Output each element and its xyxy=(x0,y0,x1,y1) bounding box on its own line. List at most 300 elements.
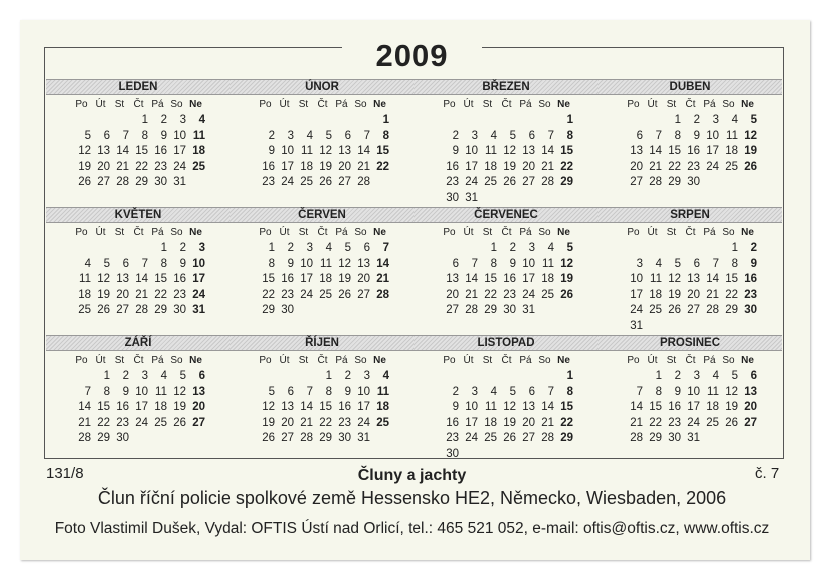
day-cell: 14 xyxy=(78,401,91,414)
month-block xyxy=(598,207,782,335)
day-cell: 13 xyxy=(522,145,535,158)
month-name: KVĚTEN xyxy=(46,207,230,223)
day-cell: 24 xyxy=(706,160,719,173)
day-cell: 6 xyxy=(344,129,351,142)
week-row xyxy=(440,190,573,206)
day-cell: 1 xyxy=(382,114,389,127)
day-cell: 30 xyxy=(281,304,294,317)
day-cell xyxy=(700,175,719,191)
week-row xyxy=(624,287,757,303)
day-cell: 7 xyxy=(306,385,313,398)
day-cell: 8 xyxy=(674,129,681,142)
week-row xyxy=(440,113,573,129)
weekday-label: So xyxy=(354,227,367,239)
month-name: DUBEN xyxy=(598,79,782,95)
day-cell: 16 xyxy=(154,145,167,158)
day-cell: 14 xyxy=(465,273,478,286)
day-cell: 30 xyxy=(503,304,516,317)
day-cell: 28 xyxy=(465,304,478,317)
day-cell: 6 xyxy=(103,129,110,142)
weekday-label: Čt xyxy=(317,227,328,239)
week-row xyxy=(624,175,757,191)
day-cell: 25 xyxy=(319,288,332,301)
day-cell: 24 xyxy=(522,288,535,301)
weekday-label: So xyxy=(354,99,367,111)
day-cell: 3 xyxy=(306,242,313,255)
day-cell: 25 xyxy=(541,288,554,301)
month-grid xyxy=(46,79,782,463)
day-cell xyxy=(624,113,643,129)
day-cell: 29 xyxy=(484,304,497,317)
day-cell: 17 xyxy=(135,401,148,414)
day-cell: 25 xyxy=(706,416,719,429)
day-cell: 13 xyxy=(192,385,205,398)
day-cell: 5 xyxy=(325,129,332,142)
day-cell: 24 xyxy=(281,176,294,189)
day-cell: 9 xyxy=(287,257,294,270)
weekday-label: Ne xyxy=(741,99,754,111)
day-cell: 19 xyxy=(503,416,516,429)
day-cell: 22 xyxy=(668,160,681,173)
day-cell xyxy=(72,113,91,129)
day-cell: 22 xyxy=(376,160,389,173)
day-cell: 17 xyxy=(630,288,643,301)
day-cell: 3 xyxy=(179,114,186,127)
day-cell: 1 xyxy=(325,370,332,383)
day-cell: 16 xyxy=(503,273,516,286)
day-cell: 15 xyxy=(484,273,497,286)
day-cell: 2 xyxy=(268,129,275,142)
day-cell: 4 xyxy=(84,257,91,270)
weekday-label: Po xyxy=(627,355,640,367)
day-cell: 10 xyxy=(281,145,294,158)
weekday-label: Pá xyxy=(703,355,716,367)
day-cell: 16 xyxy=(446,416,459,429)
day-cell: 3 xyxy=(471,385,478,398)
day-cell: 26 xyxy=(560,288,573,301)
day-cell: 14 xyxy=(649,145,662,158)
day-cell: 29 xyxy=(135,176,148,189)
month-name: LISTOPAD xyxy=(414,335,598,351)
day-cell: 9 xyxy=(179,257,186,270)
day-cell: 27 xyxy=(522,432,535,445)
day-cell: 19 xyxy=(560,273,573,286)
day-cell xyxy=(554,190,573,206)
day-cell xyxy=(72,369,91,385)
day-cell: 14 xyxy=(135,273,148,286)
day-cell: 15 xyxy=(135,145,148,158)
weekday-label: St xyxy=(114,99,125,111)
day-cell: 13 xyxy=(116,273,129,286)
weekday-label: Pá xyxy=(703,99,716,111)
month-name: ÚNOR xyxy=(230,79,414,95)
weekday-label: Út xyxy=(463,227,474,239)
day-cell: 19 xyxy=(744,145,757,158)
day-cell xyxy=(535,369,554,385)
day-cell: 24 xyxy=(300,288,313,301)
day-cell: 24 xyxy=(135,416,148,429)
day-cell xyxy=(332,113,351,129)
month-name: ZÁŘÍ xyxy=(46,335,230,351)
day-cell: 6 xyxy=(750,370,757,383)
day-cell xyxy=(275,113,294,129)
day-cell xyxy=(256,369,275,385)
day-cell: 25 xyxy=(154,416,167,429)
day-cell: 14 xyxy=(357,145,370,158)
day-cell: 4 xyxy=(490,129,497,142)
day-cell: 26 xyxy=(319,176,332,189)
month-block xyxy=(46,207,230,335)
day-cell: 20 xyxy=(687,288,700,301)
day-cell: 28 xyxy=(376,288,389,301)
week-row xyxy=(440,175,573,191)
day-cell: 26 xyxy=(173,416,186,429)
day-cell: 30 xyxy=(173,304,186,317)
day-cell: 10 xyxy=(687,385,700,398)
day-cell: 10 xyxy=(465,401,478,414)
day-cell: 18 xyxy=(78,288,91,301)
day-cell xyxy=(554,446,573,462)
weekday-label: Čt xyxy=(501,227,512,239)
day-cell: 4 xyxy=(325,242,332,255)
day-cell: 2 xyxy=(452,385,459,398)
month-block xyxy=(46,335,230,463)
day-cell: 15 xyxy=(560,401,573,414)
weekday-label: Pá xyxy=(519,99,532,111)
day-cell: 23 xyxy=(116,416,129,429)
week-row xyxy=(440,144,573,160)
day-cell xyxy=(351,303,370,319)
day-cell: 29 xyxy=(97,432,110,445)
day-cell xyxy=(148,431,167,447)
day-cell xyxy=(186,175,205,191)
day-cell: 4 xyxy=(731,114,738,127)
day-cell: 5 xyxy=(674,257,681,270)
weekday-label: Út xyxy=(95,355,106,367)
day-cell xyxy=(516,190,535,206)
day-cell: 27 xyxy=(116,304,129,317)
day-cell: 20 xyxy=(522,160,535,173)
day-cell: 15 xyxy=(376,145,389,158)
day-cell: 29 xyxy=(649,432,662,445)
day-cell: 10 xyxy=(135,385,148,398)
weekday-label: Út xyxy=(647,355,658,367)
day-cell xyxy=(256,113,275,129)
day-cell: 6 xyxy=(528,129,535,142)
day-cell xyxy=(167,431,186,447)
day-cell: 7 xyxy=(382,242,389,255)
week-row xyxy=(256,113,389,129)
day-cell: 11 xyxy=(726,129,738,142)
day-cell: 28 xyxy=(78,432,91,445)
day-cell: 22 xyxy=(560,416,573,429)
day-cell: 25 xyxy=(300,176,313,189)
day-cell xyxy=(370,303,389,319)
weekday-label: Út xyxy=(647,227,658,239)
day-cell: 23 xyxy=(503,288,516,301)
day-cell: 5 xyxy=(103,257,110,270)
weekday-label: So xyxy=(170,227,183,239)
month-block xyxy=(230,207,414,335)
week-row xyxy=(440,128,573,144)
week-row xyxy=(72,303,205,319)
day-cell: 2 xyxy=(674,370,681,383)
day-cell: 5 xyxy=(750,114,757,127)
weekday-label: Po xyxy=(259,227,272,239)
day-cell: 30 xyxy=(446,447,459,460)
day-cell: 4 xyxy=(382,370,389,383)
day-cell: 18 xyxy=(376,401,389,414)
weekday-label: So xyxy=(538,227,551,239)
week-row xyxy=(624,241,757,257)
day-cell: 29 xyxy=(319,432,332,445)
weekday-label: St xyxy=(666,99,677,111)
day-cell: 28 xyxy=(541,176,554,189)
day-cell: 22 xyxy=(725,288,738,301)
day-cell xyxy=(535,113,554,129)
day-cell: 6 xyxy=(287,385,294,398)
day-cell xyxy=(275,369,294,385)
day-cell: 28 xyxy=(300,432,313,445)
day-cell: 19 xyxy=(173,401,186,414)
day-cell: 2 xyxy=(452,129,459,142)
month-name: BŘEZEN xyxy=(414,79,598,95)
day-cell: 22 xyxy=(135,160,148,173)
day-cell xyxy=(535,190,554,206)
weekday-label: Ne xyxy=(741,227,754,239)
day-cell: 28 xyxy=(116,176,129,189)
day-cell: 26 xyxy=(725,416,738,429)
day-cell: 9 xyxy=(693,129,700,142)
week-row xyxy=(256,369,389,385)
day-cell: 26 xyxy=(503,432,516,445)
day-cell: 31 xyxy=(687,432,700,445)
week-row xyxy=(72,287,205,303)
day-cell: 8 xyxy=(382,129,389,142)
day-cell: 6 xyxy=(636,129,643,142)
day-cell: 21 xyxy=(541,160,554,173)
day-cell: 6 xyxy=(198,370,205,383)
day-cell: 8 xyxy=(566,385,573,398)
day-cell: 11 xyxy=(376,385,389,398)
day-cell: 12 xyxy=(319,145,332,158)
day-cell: 5 xyxy=(344,242,351,255)
day-cell: 3 xyxy=(528,242,535,255)
day-cell: 17 xyxy=(522,273,535,286)
day-cell: 9 xyxy=(452,145,459,158)
week-row xyxy=(624,318,757,334)
day-cell: 3 xyxy=(141,370,148,383)
day-cell: 14 xyxy=(376,257,389,270)
day-cell: 11 xyxy=(542,257,554,270)
day-cell: 29 xyxy=(560,176,573,189)
month-name: ČERVENEC xyxy=(414,207,598,223)
day-cell: 9 xyxy=(509,257,516,270)
day-cell xyxy=(478,446,497,462)
day-cell: 27 xyxy=(687,304,700,317)
month-block xyxy=(414,207,598,335)
day-cell: 12 xyxy=(97,273,110,286)
day-cell: 4 xyxy=(547,242,554,255)
month-name: ČERVEN xyxy=(230,207,414,223)
day-cell: 19 xyxy=(97,288,110,301)
day-cell: 20 xyxy=(192,401,205,414)
day-cell: 9 xyxy=(122,385,129,398)
day-cell: 12 xyxy=(78,145,91,158)
day-cell: 24 xyxy=(465,432,478,445)
day-cell: 13 xyxy=(281,401,294,414)
weekday-label: Po xyxy=(259,355,272,367)
day-cell xyxy=(370,175,389,191)
month-block xyxy=(46,79,230,207)
week-row xyxy=(72,113,205,129)
weekday-label: Pá xyxy=(703,227,716,239)
week-row xyxy=(72,384,205,400)
day-cell: 13 xyxy=(744,385,757,398)
day-cell: 12 xyxy=(725,385,738,398)
weekday-label: Ne xyxy=(373,355,386,367)
day-cell: 30 xyxy=(668,432,681,445)
week-row xyxy=(624,303,757,319)
day-cell: 3 xyxy=(712,114,719,127)
day-cell: 2 xyxy=(509,242,516,255)
weekday-label: Ne xyxy=(373,227,386,239)
weekday-label: Út xyxy=(279,355,290,367)
day-cell: 17 xyxy=(706,145,719,158)
day-cell: 14 xyxy=(300,401,313,414)
day-cell xyxy=(497,113,516,129)
weekday-label: So xyxy=(538,355,551,367)
day-cell: 31 xyxy=(173,176,186,189)
day-cell: 18 xyxy=(706,401,719,414)
day-cell: 31 xyxy=(192,304,205,317)
day-cell: 11 xyxy=(192,129,205,142)
week-row xyxy=(256,256,389,272)
day-cell: 26 xyxy=(744,160,757,173)
day-cell: 10 xyxy=(357,385,370,398)
weekday-label: Čt xyxy=(133,355,144,367)
day-cell: 8 xyxy=(566,129,573,142)
day-cell xyxy=(681,318,700,334)
day-cell xyxy=(643,113,662,129)
weekday-label: Po xyxy=(75,227,88,239)
day-cell xyxy=(440,113,459,129)
week-row xyxy=(624,128,757,144)
day-cell: 15 xyxy=(154,273,167,286)
day-cell: 6 xyxy=(363,242,370,255)
day-cell xyxy=(478,190,497,206)
day-cell: 12 xyxy=(668,273,681,286)
day-cell xyxy=(738,431,757,447)
day-cell: 14 xyxy=(630,401,643,414)
day-cell: 16 xyxy=(687,145,700,158)
day-cell: 7 xyxy=(712,257,719,270)
day-cell: 21 xyxy=(630,416,643,429)
day-cell: 18 xyxy=(649,288,662,301)
day-cell: 9 xyxy=(344,385,351,398)
day-cell: 4 xyxy=(490,385,497,398)
day-cell: 26 xyxy=(668,304,681,317)
week-row xyxy=(72,272,205,288)
day-cell xyxy=(516,113,535,129)
day-cell: 3 xyxy=(693,370,700,383)
photo-caption: Člun říční policie spolkové země Hessensko HE2, Německo, Wiesbaden, 2006 xyxy=(97,488,727,508)
day-cell xyxy=(497,190,516,206)
weekday-label: Pá xyxy=(519,227,532,239)
weekday-label: Ne xyxy=(189,99,202,111)
week-row xyxy=(72,400,205,416)
day-cell: 5 xyxy=(84,129,91,142)
day-cell: 24 xyxy=(465,176,478,189)
day-cell: 1 xyxy=(103,370,110,383)
day-cell xyxy=(700,318,719,334)
day-cell: 3 xyxy=(363,370,370,383)
day-cell xyxy=(459,369,478,385)
day-cell: 23 xyxy=(154,160,167,173)
month-block xyxy=(230,79,414,207)
day-cell: 26 xyxy=(262,432,275,445)
day-cell: 2 xyxy=(179,242,186,255)
day-cell: 7 xyxy=(636,385,643,398)
weekday-label: St xyxy=(298,227,309,239)
day-cell: 13 xyxy=(630,145,643,158)
day-cell: 21 xyxy=(116,160,129,173)
week-row xyxy=(624,113,757,129)
day-cell: 1 xyxy=(141,114,148,127)
weekday-label: Čt xyxy=(685,355,696,367)
week-row xyxy=(72,431,205,447)
day-cell: 21 xyxy=(541,416,554,429)
week-row xyxy=(440,369,573,385)
day-cell: 25 xyxy=(649,304,662,317)
day-cell xyxy=(681,241,700,257)
day-cell: 29 xyxy=(262,304,275,317)
day-cell: 21 xyxy=(706,288,719,301)
day-cell: 29 xyxy=(154,304,167,317)
day-cell: 21 xyxy=(649,160,662,173)
weekday-label: Po xyxy=(75,99,88,111)
day-cell xyxy=(535,446,554,462)
day-cell: 18 xyxy=(725,145,738,158)
day-cell: 20 xyxy=(522,416,535,429)
weekday-label: So xyxy=(538,99,551,111)
day-cell: 10 xyxy=(630,273,643,286)
day-cell: 13 xyxy=(338,145,351,158)
day-cell: 24 xyxy=(192,288,205,301)
day-cell: 27 xyxy=(338,176,351,189)
day-cell xyxy=(624,241,643,257)
day-cell: 23 xyxy=(338,416,351,429)
day-cell: 11 xyxy=(301,145,313,158)
weekday-label: Ne xyxy=(557,227,570,239)
day-cell: 2 xyxy=(160,114,167,127)
day-cell: 10 xyxy=(173,129,186,142)
day-cell: 27 xyxy=(744,416,757,429)
day-cell xyxy=(516,446,535,462)
day-cell xyxy=(719,318,738,334)
day-cell xyxy=(440,369,459,385)
day-cell: 21 xyxy=(465,288,478,301)
day-cell: 16 xyxy=(338,401,351,414)
weekday-label: Čt xyxy=(685,227,696,239)
day-cell: 27 xyxy=(97,176,110,189)
month-block xyxy=(598,335,782,463)
week-row xyxy=(440,400,573,416)
weekday-label: Pá xyxy=(151,227,164,239)
weekday-label: Ne xyxy=(557,355,570,367)
day-cell: 20 xyxy=(338,160,351,173)
day-cell: 5 xyxy=(268,385,275,398)
